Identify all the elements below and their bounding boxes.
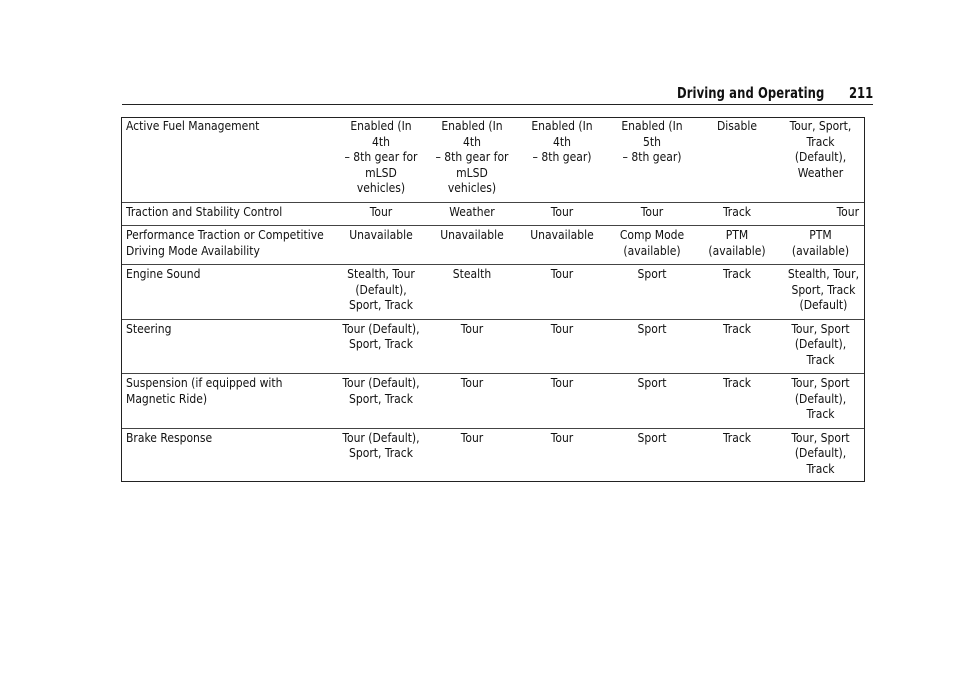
- table-cell: Sport: [637, 321, 667, 336]
- table-cell: Tour: [640, 204, 664, 219]
- table-row-traction-stability: [121, 202, 865, 226]
- table-cell: Track: [722, 430, 752, 445]
- table-cell: Sport: [637, 376, 667, 390]
- table-row-steering: [121, 319, 865, 374]
- table-cell: Tour (Default), Sport, Track: [342, 430, 420, 460]
- table-cell-text: Tour: [836, 204, 859, 219]
- feature-label: Engine Sound: [126, 267, 201, 281]
- table-cell: Stealth: [452, 267, 492, 281]
- table-cell-text: Stealth, Tour, Sport, Track (Default): [787, 267, 859, 312]
- table-cell: [777, 117, 865, 202]
- table-cell: Track: [722, 376, 752, 390]
- table-cell: Tour: [550, 204, 574, 219]
- drive-mode-table: [121, 117, 865, 482]
- table-cell: Weather: [449, 204, 495, 219]
- table-cell: [777, 226, 865, 265]
- page-header: [122, 84, 873, 105]
- feature-label: Traction and Stability Control: [126, 204, 283, 219]
- table-cell-text: Tour, Sport (Default), Track: [791, 376, 850, 421]
- table-row-engine-sound: [121, 265, 865, 320]
- table-cell: Tour: [550, 267, 574, 281]
- table-cell: [777, 202, 865, 226]
- table-cell: Tour (Default), Sport, Track: [342, 376, 420, 406]
- feature-label: Performance Traction or Competitive Driving Mode Availability: [126, 228, 324, 258]
- table-cell: [777, 428, 865, 482]
- table-cell-text: Tour, Sport, Track (Default), Weather: [789, 119, 852, 180]
- table-cell: Tour: [369, 204, 393, 219]
- table-cell: [777, 265, 865, 320]
- table-cell: Track: [722, 321, 752, 336]
- table-cell-text: Tour, Sport (Default), Track: [791, 430, 850, 476]
- table-cell: Enabled (In 4th – 8th gear for mLSD vehicles): [435, 119, 509, 195]
- table-cell: Tour: [550, 321, 574, 336]
- table-cell: Unavailable: [349, 228, 413, 242]
- table-cell: Enabled (In 4th – 8th gear): [531, 119, 593, 164]
- page-number: 211: [848, 84, 873, 102]
- table-cell: Enabled (In 5th – 8th gear): [621, 119, 683, 164]
- table-cell: Comp Mode (available): [619, 228, 685, 258]
- table-row-suspension: [121, 374, 865, 429]
- table-cell: Enabled (In 4th – 8th gear for mLSD vehicles): [344, 119, 418, 195]
- table-row-active-fuel-management: [121, 117, 865, 202]
- table-cell: Tour: [460, 376, 484, 390]
- table-cell: Unavailable: [440, 228, 504, 242]
- table-row-performance-traction: [121, 226, 865, 265]
- table-cell: Tour: [550, 430, 574, 445]
- table-row-brake-response: [121, 428, 865, 482]
- feature-label: Steering: [126, 321, 172, 336]
- table-cell: Track: [722, 204, 752, 219]
- table-cell: Unavailable: [530, 228, 594, 242]
- feature-label: Suspension (if equipped with Magnetic Ride): [126, 376, 283, 406]
- table-cell-text: Tour, Sport (Default), Track: [791, 321, 850, 367]
- feature-label: Active Fuel Management: [126, 119, 260, 133]
- table-cell: Sport: [637, 430, 667, 445]
- table-cell: Tour (Default), Sport, Track: [342, 321, 420, 351]
- section-title: Driving and Operating: [676, 84, 824, 102]
- table-cell: Tour: [550, 376, 574, 390]
- table-cell: Tour: [460, 430, 484, 445]
- table-cell: Disable: [716, 119, 758, 133]
- table-cell: Tour: [460, 321, 484, 336]
- table-cell: PTM (available): [708, 228, 766, 258]
- table-cell: Sport: [637, 267, 667, 281]
- table-cell: [777, 374, 865, 429]
- feature-label: Brake Response: [126, 430, 213, 445]
- table-cell: Stealth, Tour (Default), Sport, Track: [347, 267, 415, 312]
- table-cell: [777, 319, 865, 374]
- table-cell-text: PTM (available): [791, 228, 850, 258]
- table-cell: Track: [722, 267, 752, 281]
